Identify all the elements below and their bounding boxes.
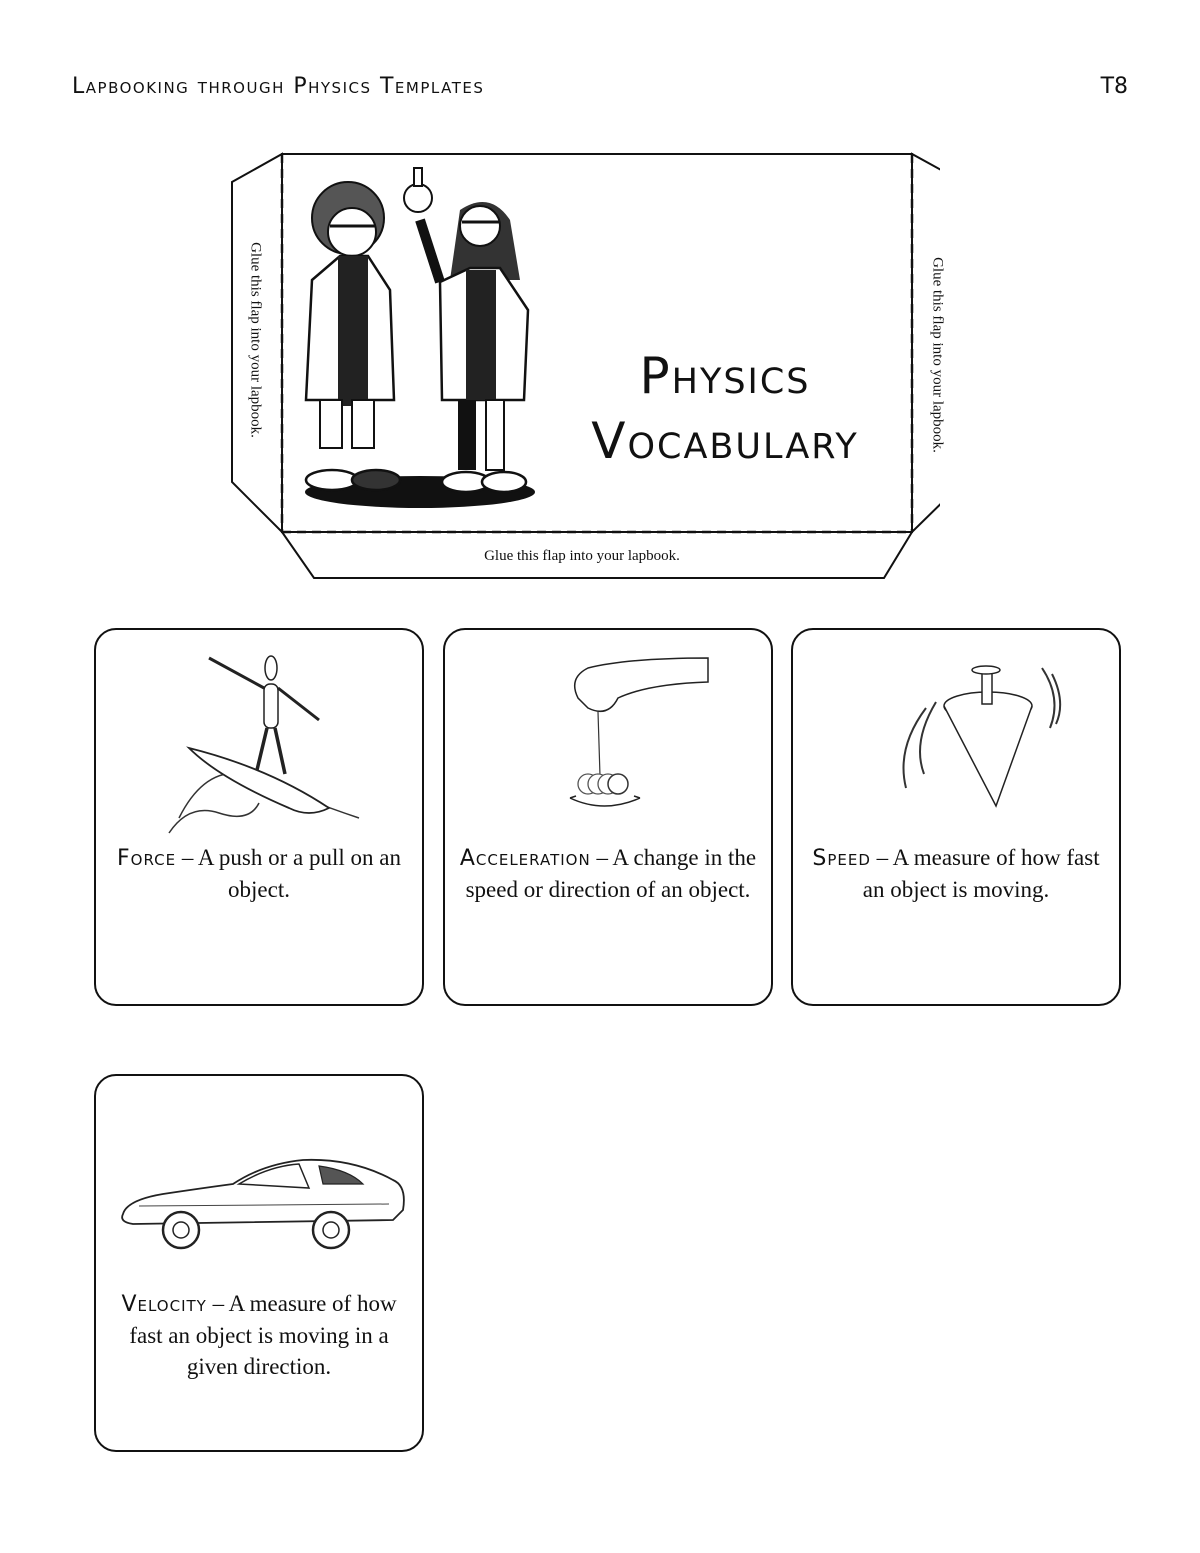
speed-definition-text: A measure of how fast an object is moving.	[862, 845, 1100, 902]
pendulum-hand-icon	[498, 648, 718, 838]
spinning-top-icon	[846, 648, 1066, 838]
acceleration-definition-text: A change in the speed or direction of an object.	[465, 845, 757, 902]
speed-term: Speed	[812, 846, 871, 871]
term-separator: –	[870, 845, 893, 870]
force-term: Force	[117, 846, 177, 871]
force-definition	[104, 842, 414, 905]
surfer-mannequin-icon	[149, 648, 369, 838]
term-separator: –	[590, 845, 613, 870]
pocket-title-line1: Physics	[639, 347, 811, 405]
flap-right-instruction: Glue this flap into your lapbook.	[929, 257, 946, 453]
sports-car-icon	[109, 1094, 409, 1284]
acceleration-definition	[453, 842, 763, 905]
speed-definition	[801, 842, 1111, 905]
force-definition-text: A push or a pull on an object.	[197, 845, 401, 902]
boy-figure	[306, 182, 400, 490]
velocity-definition-text: A measure of how fast an object is moving in a given direction.	[129, 1291, 397, 1379]
vocab-card-acceleration	[443, 628, 773, 1006]
velocity-term: Velocity	[121, 1292, 207, 1317]
vocab-card-velocity	[94, 1074, 424, 1452]
vocab-card-speed	[791, 628, 1121, 1006]
flap-bottom-instruction: Glue this flap into your lapbook.	[484, 548, 680, 564]
term-separator: –	[176, 845, 198, 870]
pocket-title-line2: Vocabulary	[591, 412, 859, 470]
flap-left-instruction: Glue this flap into your lapbook.	[247, 242, 264, 438]
acceleration-term: Acceleration	[459, 846, 591, 871]
term-separator: –	[206, 1291, 229, 1316]
scientists-illustration	[290, 160, 550, 510]
page-number: T8	[1100, 74, 1128, 99]
velocity-definition	[104, 1288, 414, 1382]
vocab-card-force	[94, 628, 424, 1006]
girl-figure	[404, 168, 528, 492]
page-header-title: Lapbooking through Physics Templates	[72, 74, 485, 99]
